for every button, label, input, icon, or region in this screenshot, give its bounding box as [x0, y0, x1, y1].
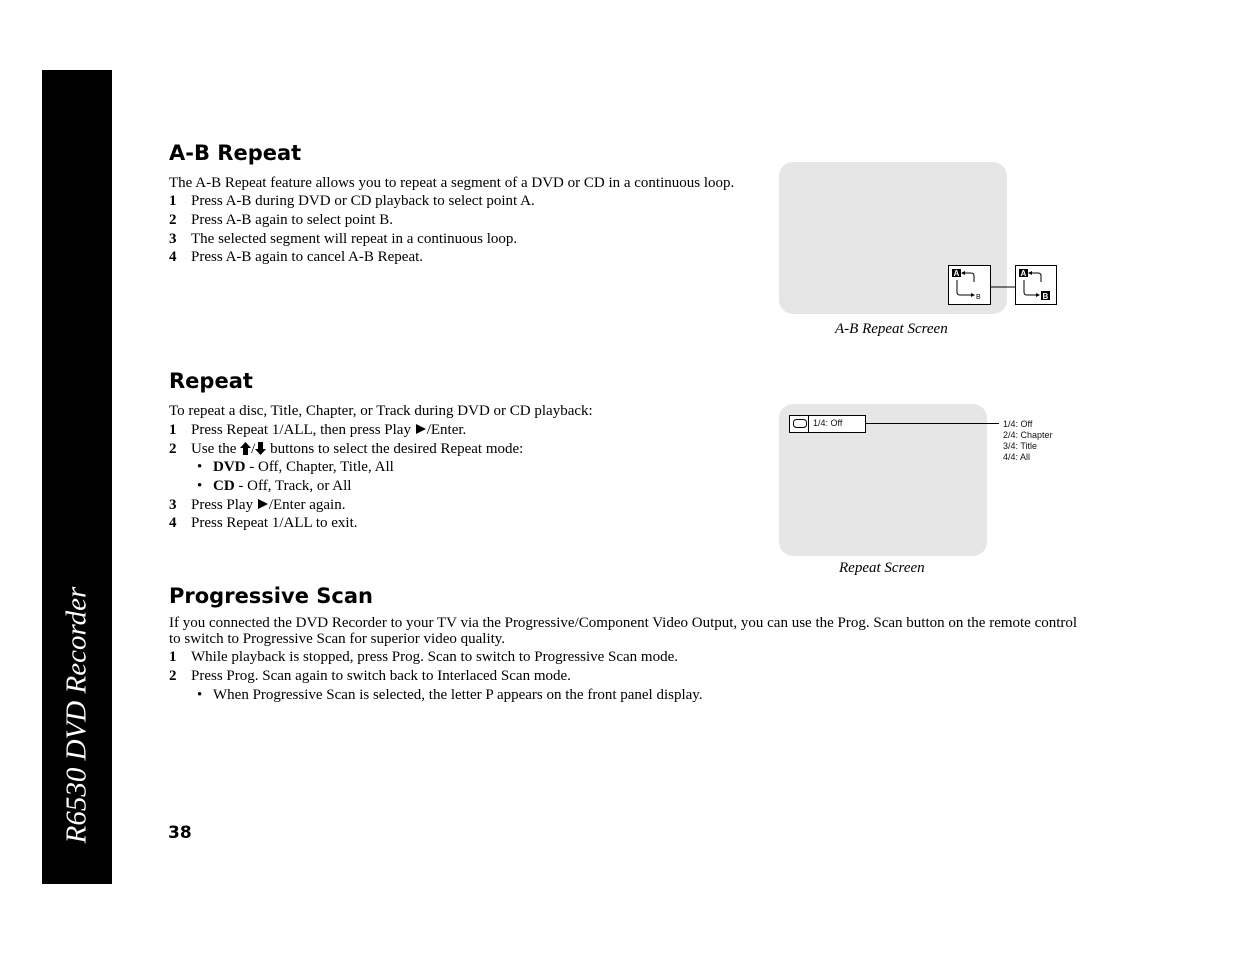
ab-step-3: 3 The selected segment will repeat in a continuous loop. [169, 231, 518, 247]
svg-text:B: B [1042, 292, 1049, 301]
up-arrow-icon [240, 442, 251, 455]
sidebar-title: R6530 DVD Recorder [60, 586, 93, 844]
repeat-option: 3/4: Title [1003, 441, 1038, 451]
callout-line [865, 423, 999, 424]
repeat-step-4: 4 Press Repeat 1/ALL to exit. [169, 515, 358, 531]
ab-step-2: 2 Press A-B again to select point B. [169, 212, 394, 228]
page-number: 38 [168, 823, 192, 843]
ab-step-1: 1 Press A-B during DVD or CD playback to select point A. [169, 193, 535, 209]
repeat-option: 1/4: Off [1003, 419, 1033, 429]
progressive-step-2: 2 Press Prog. Scan again to switch back to Interlaced Scan mode. [169, 668, 571, 684]
repeat-caption: Repeat Screen [839, 560, 925, 576]
repeat-option: 2/4: Chapter [1003, 430, 1053, 440]
repeat-osd-label: 1/4: Off [813, 418, 843, 428]
repeat-intro: To repeat a disc, Title, Chapter, or Track during DVD or CD playback: [169, 403, 593, 419]
repeat-step-3: 3 Press Play /Enter again. [169, 497, 346, 513]
ab-icon-a-set [949, 266, 991, 305]
svg-text:B: B [976, 294, 981, 301]
ab-repeat-intro: The A-B Repeat feature allows you to repeat a segment of a DVD or CD in a continuous loop. [169, 175, 735, 191]
repeat-mode-list [1003, 419, 1053, 463]
svg-text:A: A [1020, 269, 1027, 278]
ab-icon-ab-set [1016, 266, 1057, 305]
progressive-step-1: 1 While playback is stopped, press Prog. Scan to switch to Progressive Scan mode. [169, 649, 679, 665]
repeat-icon [792, 418, 808, 429]
repeat-option: 4/4: All [1003, 452, 1031, 462]
repeat-step-1: 1 Press Repeat 1/ALL, then press Play /Enter. [169, 422, 467, 438]
repeat-heading: Repeat [169, 369, 253, 393]
ab-repeat-icons [940, 258, 1065, 310]
play-icon [258, 499, 268, 509]
svg-text:A: A [953, 269, 960, 278]
ab-step-4: 4 Press A-B again to cancel A-B Repeat. [169, 249, 424, 265]
ab-repeat-caption: A-B Repeat Screen [835, 321, 948, 337]
progressive-heading: Progressive Scan [169, 584, 373, 608]
ab-repeat-heading: A-B Repeat [169, 141, 302, 165]
progressive-bullet: • When Progressive Scan is selected, the letter P appears on the front panel display. [197, 687, 703, 703]
repeat-step-2: 2 Use the / buttons to select the desired Repeat mode: [169, 441, 524, 457]
progressive-intro: If you connected the DVD Recorder to your TV via the Progressive/Component Video Output, you can use the Prog. Scan button on the remote control to switch to Progressive Scan for superior video quality. [169, 615, 1078, 647]
repeat-osd-box [789, 415, 866, 433]
play-icon [416, 424, 426, 434]
repeat-bullet-dvd: • DVD - Off, Chapter, Title, All [197, 459, 394, 475]
repeat-bullet-cd: • CD - Off, Track, or All [197, 478, 352, 494]
down-arrow-icon [255, 442, 266, 455]
